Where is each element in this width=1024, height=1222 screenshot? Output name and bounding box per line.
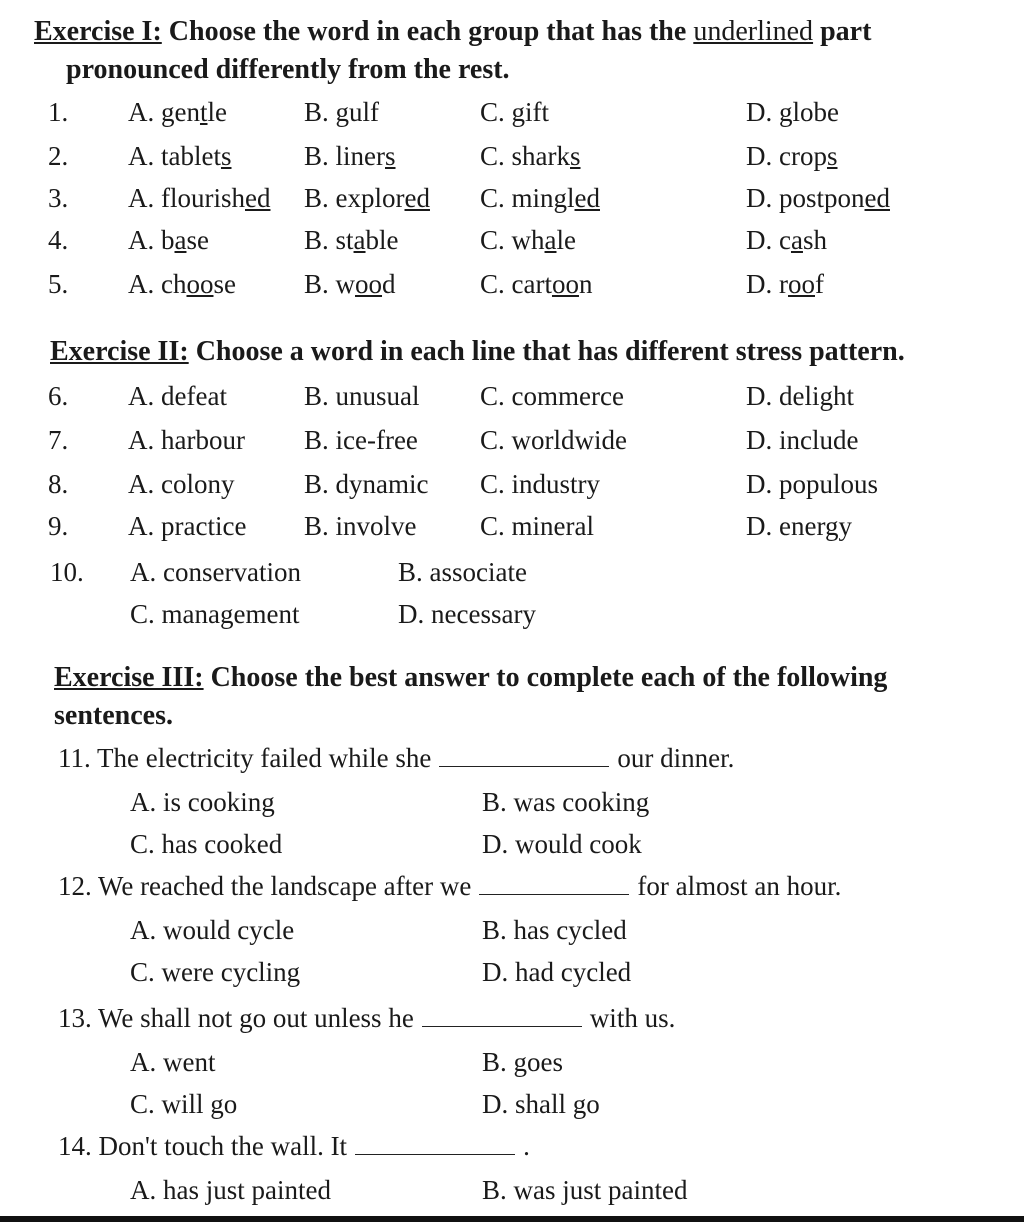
exercise-2-item-10-line2 bbox=[50, 596, 990, 632]
exercise-2-title: Choose a word in each line that has different stress pattern. bbox=[188, 336, 905, 367]
option-a bbox=[128, 94, 227, 130]
option-text: B. st bbox=[304, 225, 354, 255]
option-a: A. is cooking bbox=[130, 787, 275, 817]
option-text: B. bbox=[304, 97, 336, 127]
answer-blank bbox=[439, 760, 609, 767]
option-b: B. has cycled bbox=[482, 915, 627, 945]
option-text: D. r bbox=[746, 269, 788, 299]
option-text: se bbox=[186, 225, 209, 255]
option-text: sh bbox=[802, 225, 827, 255]
question-text: 12. We reached the landscape after we bbox=[58, 871, 472, 901]
option-c bbox=[480, 266, 592, 302]
exercise-1-item bbox=[48, 222, 988, 258]
option-text: ift bbox=[525, 97, 550, 127]
underlined-part: oo bbox=[788, 269, 815, 299]
option-c: C. were cycling bbox=[130, 957, 301, 987]
exercise-1-title-a: Choose the word in each group that has the bbox=[161, 16, 694, 47]
option-b: B. ice-free bbox=[304, 425, 418, 455]
option-d: D. would cook bbox=[482, 829, 642, 859]
answer-row bbox=[130, 912, 830, 948]
item-number: 5. bbox=[48, 269, 69, 299]
option-text: A. gen bbox=[128, 97, 200, 127]
option-text: n bbox=[578, 269, 593, 299]
option-text: f bbox=[815, 269, 824, 299]
exercise-2-item bbox=[48, 508, 988, 544]
option-text: B. explor bbox=[304, 183, 405, 213]
answer-row bbox=[130, 954, 830, 990]
item-number: 10. bbox=[50, 557, 84, 587]
underlined-part: a bbox=[790, 225, 803, 255]
option-text: A. tablet bbox=[128, 141, 221, 171]
answer-blank bbox=[355, 1148, 515, 1155]
underlined-part: a bbox=[174, 225, 187, 255]
question-stem bbox=[58, 868, 841, 904]
exercise-3-title: Choose the best answer to complete each of the following bbox=[203, 662, 888, 693]
underlined-part: s bbox=[570, 141, 581, 171]
answer-blank bbox=[422, 1020, 582, 1027]
option-a: A. conservation bbox=[130, 557, 301, 587]
question-text: 13. We shall not go out unless he bbox=[58, 1003, 414, 1033]
option-text: ble bbox=[365, 225, 399, 255]
question-text-end: for almost an hour. bbox=[637, 871, 842, 901]
option-text: B. w bbox=[304, 269, 356, 299]
option-c bbox=[480, 180, 600, 216]
question-text-end: with us. bbox=[589, 1003, 676, 1033]
option-text: se bbox=[213, 269, 236, 299]
question-text: 11. The electricity failed while she bbox=[58, 743, 432, 773]
option-text: C. shark bbox=[480, 141, 570, 171]
option-text: C. wh bbox=[480, 225, 545, 255]
exercise-1-heading-line2: pronounced differently from the rest. bbox=[66, 54, 510, 85]
underlined-part: t bbox=[199, 97, 208, 127]
option-a: A. practice bbox=[128, 511, 247, 541]
option-c bbox=[480, 138, 581, 174]
option-b: B. was just painted bbox=[482, 1175, 688, 1205]
option-b bbox=[304, 180, 430, 216]
item-number: 3. bbox=[48, 183, 69, 213]
option-text: ulf bbox=[349, 97, 380, 127]
option-b: B. unusual bbox=[304, 381, 420, 411]
option-text: le bbox=[207, 97, 227, 127]
option-text: C. mingl bbox=[480, 183, 575, 213]
underlined-part: ed bbox=[864, 183, 890, 213]
option-d: D. delight bbox=[746, 381, 854, 411]
question-stem bbox=[58, 1000, 675, 1036]
option-c: C. commerce bbox=[480, 381, 624, 411]
option-text: A. ch bbox=[128, 269, 187, 299]
option-d: D. necessary bbox=[398, 599, 536, 629]
option-a: A. defeat bbox=[128, 381, 227, 411]
question-text-end: . bbox=[523, 1131, 530, 1161]
option-c bbox=[480, 222, 576, 258]
underlined-part: g bbox=[511, 97, 526, 127]
exercise-2-item bbox=[48, 422, 988, 458]
option-text: d bbox=[382, 269, 396, 299]
exercise-2-item bbox=[48, 378, 988, 414]
option-d bbox=[746, 266, 824, 302]
underlined-part: g bbox=[779, 97, 793, 127]
option-d bbox=[746, 94, 839, 130]
exercise-3-heading bbox=[54, 660, 887, 696]
option-c: C. industry bbox=[480, 469, 601, 499]
underlined-part: oo bbox=[355, 269, 383, 299]
option-c: C. will go bbox=[130, 1089, 238, 1119]
option-d: D. energy bbox=[746, 511, 852, 541]
underlined-part: a bbox=[353, 225, 366, 255]
item-number: 8. bbox=[48, 469, 69, 499]
question-stem bbox=[58, 1128, 530, 1164]
exercise-1-title-underlined: underlined bbox=[693, 16, 814, 47]
exercise-1-heading bbox=[34, 14, 871, 50]
option-b: B. associate bbox=[398, 557, 527, 587]
option-a bbox=[128, 266, 236, 302]
option-c: C. mineral bbox=[480, 511, 594, 541]
option-c: C. worldwide bbox=[480, 425, 627, 455]
option-b bbox=[304, 138, 396, 174]
option-b: B. was cooking bbox=[482, 787, 650, 817]
option-text: D. bbox=[746, 97, 779, 127]
option-d bbox=[746, 180, 890, 216]
option-b: B. goes bbox=[482, 1047, 563, 1077]
exercise-1-title-b: part bbox=[813, 16, 872, 47]
exercise-2-label: Exercise II: bbox=[50, 336, 189, 367]
exercise-1-item bbox=[48, 180, 988, 216]
option-c: C. management bbox=[130, 599, 300, 629]
option-c bbox=[480, 94, 549, 130]
bottom-edge-bar bbox=[0, 1216, 1024, 1222]
exercise-1-item bbox=[48, 138, 988, 174]
option-text: D. c bbox=[746, 225, 791, 255]
option-b bbox=[304, 266, 396, 302]
item-number: 2. bbox=[48, 141, 69, 171]
option-a bbox=[128, 222, 209, 258]
option-b bbox=[304, 222, 399, 258]
option-b: B. involve bbox=[304, 511, 417, 541]
option-a: A. colony bbox=[128, 469, 235, 499]
option-text: D. postpon bbox=[746, 183, 865, 213]
underlined-part: ed bbox=[574, 183, 600, 213]
exercise-1-label: Exercise I: bbox=[34, 16, 162, 47]
underlined-part: a bbox=[544, 225, 557, 255]
option-text: B. liner bbox=[304, 141, 385, 171]
underlined-part: oo bbox=[186, 269, 214, 299]
item-number: 1. bbox=[48, 97, 69, 127]
answer-row bbox=[130, 1172, 830, 1208]
option-d: D. had cycled bbox=[482, 957, 632, 987]
option-d: D. include bbox=[746, 425, 859, 455]
option-d: D. shall go bbox=[482, 1089, 600, 1119]
item-number: 6. bbox=[48, 381, 69, 411]
answer-row bbox=[130, 1086, 830, 1122]
underlined-part: s bbox=[826, 141, 838, 171]
item-number: 9. bbox=[48, 511, 69, 541]
answer-blank bbox=[479, 888, 629, 895]
underlined-part: ed bbox=[404, 183, 430, 213]
question-stem bbox=[58, 740, 734, 776]
exercise-1-item bbox=[48, 94, 988, 130]
underlined-part: g bbox=[335, 97, 350, 127]
option-text: C. bbox=[480, 97, 512, 127]
exercise-2-item bbox=[48, 466, 988, 502]
option-d: D. populous bbox=[746, 469, 879, 499]
option-text: le bbox=[556, 225, 576, 255]
option-text: A. b bbox=[128, 225, 175, 255]
answer-row bbox=[130, 784, 830, 820]
option-d bbox=[746, 222, 827, 258]
option-a bbox=[128, 138, 232, 174]
item-number: 7. bbox=[48, 425, 69, 455]
option-text: C. cart bbox=[480, 269, 552, 299]
answer-row bbox=[130, 1044, 830, 1080]
exercise-3-label: Exercise III: bbox=[54, 662, 204, 693]
exercise-3-heading-line2: sentences. bbox=[54, 700, 173, 731]
exercise-2-item-10 bbox=[50, 554, 990, 590]
exercise-1-item bbox=[48, 266, 988, 302]
option-text: lobe bbox=[792, 97, 839, 127]
option-a bbox=[128, 180, 270, 216]
option-text: D. crop bbox=[746, 141, 827, 171]
item-number: 4. bbox=[48, 225, 69, 255]
question-text-end: our dinner. bbox=[617, 743, 735, 773]
option-d bbox=[746, 138, 838, 174]
option-c: C. has cooked bbox=[130, 829, 283, 859]
option-a: A. has just painted bbox=[130, 1175, 331, 1205]
underlined-part: s bbox=[220, 141, 232, 171]
option-b: B. dynamic bbox=[304, 469, 429, 499]
option-b bbox=[304, 94, 379, 130]
exercise-2-heading bbox=[50, 334, 905, 370]
option-a: A. harbour bbox=[128, 425, 245, 455]
underlined-part: ed bbox=[245, 183, 271, 213]
option-a: A. would cycle bbox=[130, 915, 295, 945]
option-text: A. flourish bbox=[128, 183, 245, 213]
question-text: 14. Don't touch the wall. It bbox=[58, 1131, 348, 1161]
answer-row bbox=[130, 826, 830, 862]
option-a: A. went bbox=[130, 1047, 216, 1077]
underlined-part: oo bbox=[551, 269, 579, 299]
underlined-part: s bbox=[385, 141, 396, 171]
